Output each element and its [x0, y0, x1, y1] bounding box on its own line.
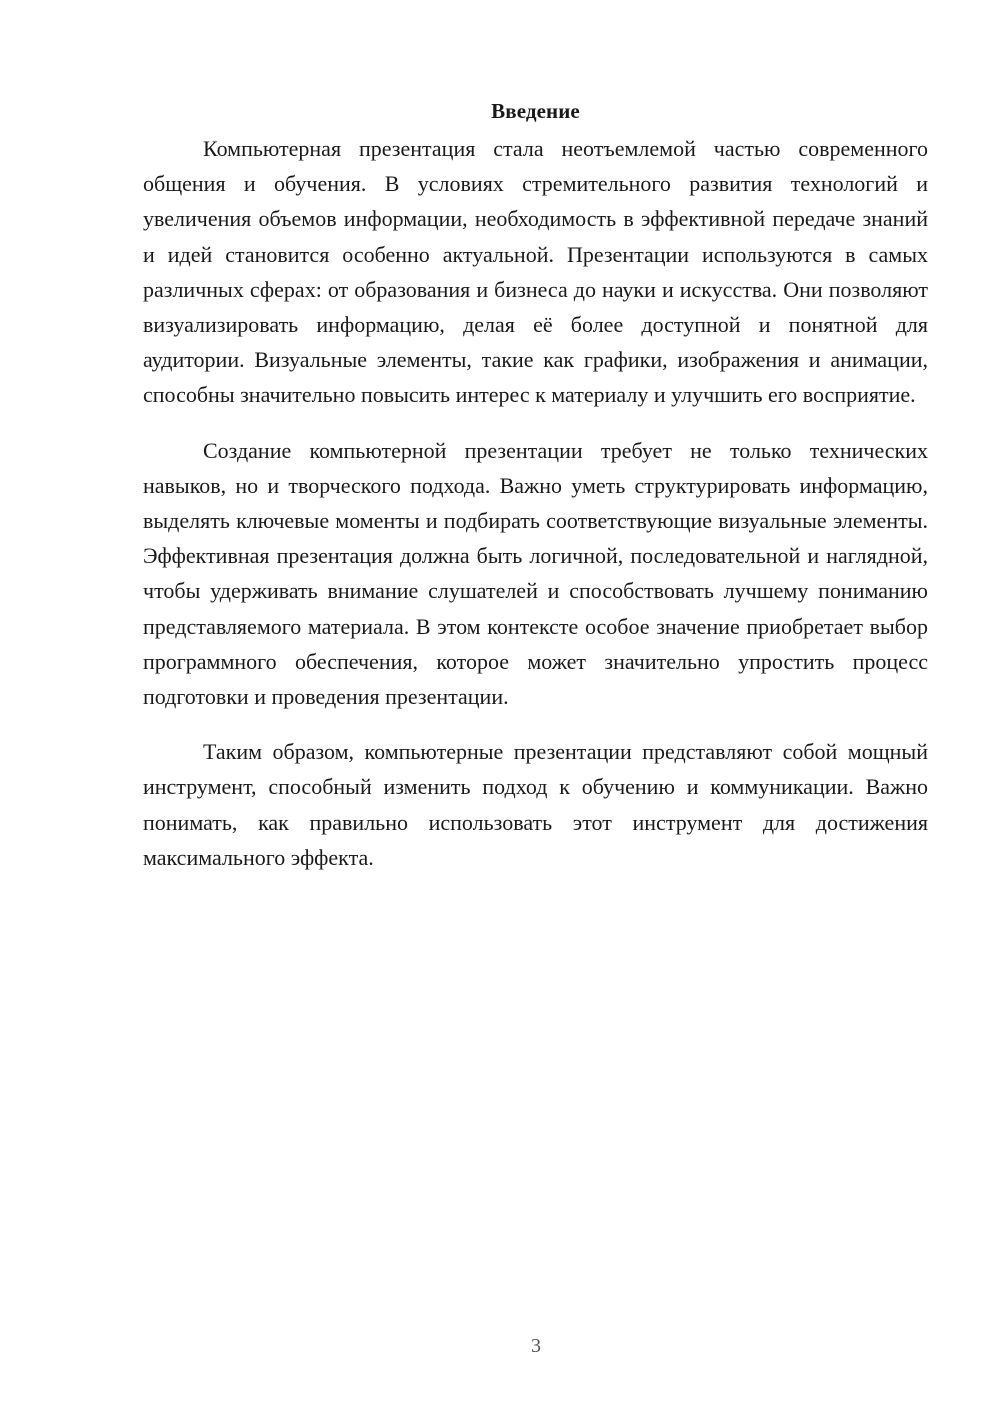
paragraph-3: Таким образом, компьютерные презентации представляют собой мощный инструмент, способный изменить подход к обучению и коммуникации. Важно понимать, как правильно использовать этот инструмент для достижения максимального эффекта.	[143, 739, 928, 870]
section-title: Введение	[491, 99, 580, 123]
page-number: 3	[531, 1335, 541, 1357]
page-content	[143, 95, 928, 895]
paragraph-2: Создание компьютерной презентации требует не только технических навыков, но и творческого подхода. Важно уметь структурировать информацию, выделять ключевые моменты и подбирать соответствующие визуальные элементы. Эффективная презентация должна быть логичной, последовательной и наглядной, чтобы удерживать внимание слушателей и способствовать лучшему пониманию представляемого материала. В этом контексте особое значение приобретает выбор программного обеспечения, которое может значительно упростить процесс подготовки и проведения презентации.	[143, 437, 928, 710]
paragraph-1: Компьютерная презентация стала неотъемлемой частью современного общения и обучения. В условиях стремительного развития технологий и увеличения объемов информации, необходимость в эффективной передаче знаний и идей становится особенно актуальной. Презентации используются в самых различных сферах: от образования и бизнеса до науки и искусства. Они позволяют визуализировать информацию, делая её более доступной и понятной для аудитории. Визуальные элементы, такие как графики, изображения и анимации, способны значительно повысить интерес к материалу и улучшить его восприятие.	[143, 136, 928, 408]
